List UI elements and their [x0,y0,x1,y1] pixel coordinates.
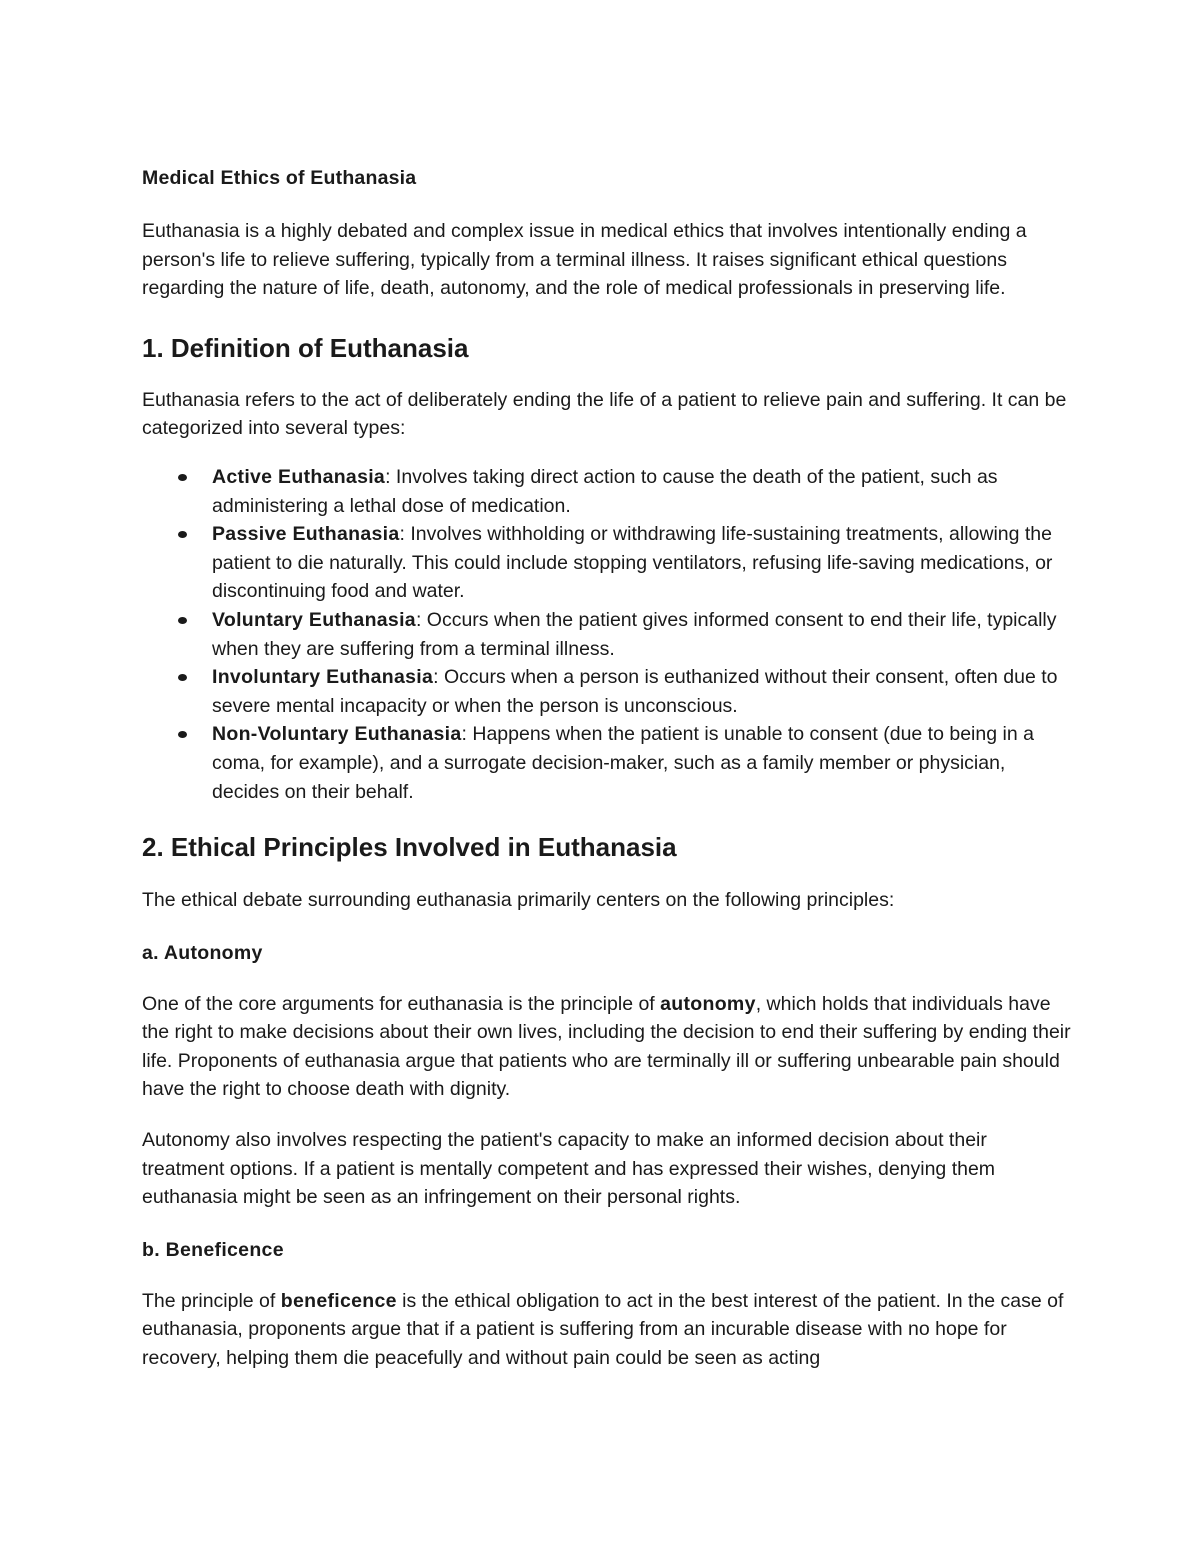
document-body [142,164,1072,1373]
list-item-term: Involuntary Euthanasia [212,666,434,689]
list-item-term: Passive Euthanasia [212,523,400,546]
list-item [212,606,1072,663]
bullet-icon [178,731,187,738]
beneficence-paragraph-1 [142,1287,1072,1373]
autonomy-text-after: , which holds that individuals have the right to make decisions about their own lives, including the decision to end their suffering by ending their life. Proponents of euthanasia argue that patients who are terminally ill or suffering unbearable pain should have the right to choose death with dignity. [142,992,1071,1101]
list-item [212,520,1072,606]
list-item [212,720,1072,806]
autonomy-paragraph-1 [142,990,1072,1104]
list-item-text: : Happens when the patient is unable to consent (due to being in a coma, for example), and a surrogate decision-maker, such as a family member or physician, decides on their behalf. [212,723,1034,803]
section-1-heading: 1. Definition of Euthanasia [142,332,469,363]
beneficence-text-after: is the ethical obligation to act in the best interest of the patient. In the case of euthanasia, proponents argue that if a patient is suffering from an incurable disease with no hope for recovery, helping them die peacefully and without pain could be seen as acting [142,1289,1064,1370]
intro-paragraph: Euthanasia is a highly debated and complex issue in medical ethics that involves intentionally ending a person's life to relieve suffering, typically from a terminal illness. It raises significant ethical questions regarding the nature of life, death, autonomy, and the role of medical professionals in preserving life. [142,220,1027,300]
bullet-icon [178,617,187,624]
document-title: Medical Ethics of Euthanasia [142,167,417,189]
section-1-intro: Euthanasia refers to the act of deliberately ending the life of a patient to relieve pain and suffering. It can be categorized into several types: [142,388,1067,440]
beneficence-text-before: The principle of [142,1289,281,1312]
list-item [212,663,1072,720]
bullet-icon [178,474,187,481]
list-item-term: Non-Voluntary Euthanasia [212,723,462,746]
autonomy-term: autonomy [660,992,756,1015]
autonomy-paragraph-2: Autonomy also involves respecting the patient's capacity to make an informed decision about their treatment options. If a patient is mentally competent and has expressed their wishes, denying them euthanasia might be seen as an infringement on their personal rights. [142,1129,996,1209]
list-item [212,463,1072,520]
section-2-heading: 2. Ethical Principles Involved in Euthanasia [142,832,677,863]
bullet-icon [178,674,187,681]
section-2-intro: The ethical debate surrounding euthanasia primarily centers on the following principles: [142,889,895,912]
list-item-term: Active Euthanasia [212,465,386,488]
list-item-text: : Involves taking direct action to cause the death of the patient, such as administering a lethal dose of medication. [212,465,998,517]
list-item-text: : Involves withholding or withdrawing life-sustaining treatments, allowing the patient to die naturally. This could include stopping ventilators, refusing life-saving medications, or discontinuing food and water. [212,523,1053,603]
list-item-text: : Occurs when the patient gives informed consent to end their life, typically when they are suffering from a terminal illness. [212,608,1057,660]
list-item-text: : Occurs when a person is euthanized without their consent, often due to severe mental incapacity or when the person is unconscious. [212,666,1058,717]
beneficence-heading: b. Beneficence [142,1238,284,1261]
list-item-term: Voluntary Euthanasia [212,608,416,631]
autonomy-text-before: One of the core arguments for euthanasia is the principle of [142,992,661,1015]
euthanasia-types-list [142,463,1072,806]
autonomy-heading: a. Autonomy [142,941,263,964]
beneficence-term: beneficence [280,1289,397,1312]
bullet-icon [178,531,187,538]
